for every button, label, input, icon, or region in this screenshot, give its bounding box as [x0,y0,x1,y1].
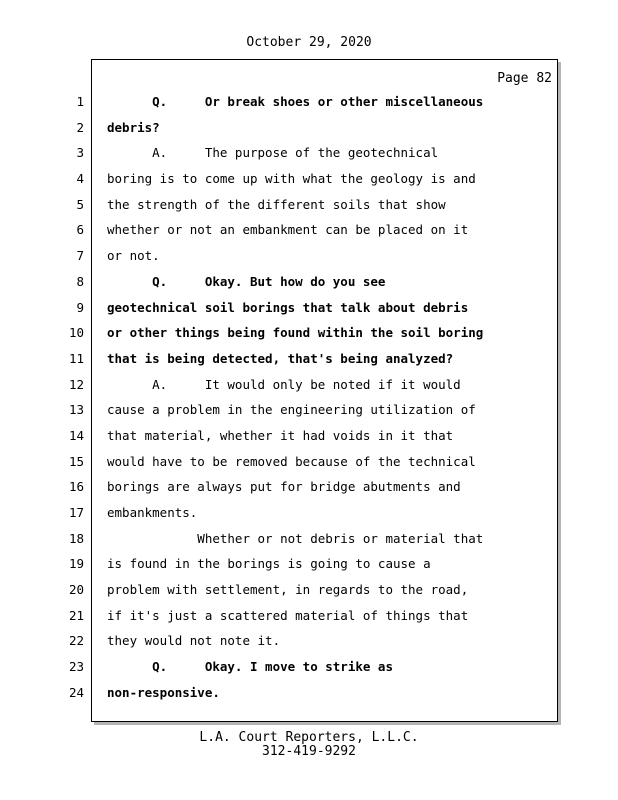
line-text: Q. Okay. I move to strike as [107,659,393,675]
line-number: 8 [76,273,84,289]
transcript-line [0,347,618,373]
reporter-company: L.A. Court Reporters, L.L.C. [199,730,419,745]
transcript-line [0,655,618,681]
reporter-phone: 312-419-9292 [262,744,356,759]
transcript-line [0,629,618,655]
line-text: if it's just a scattered material of things that [107,607,469,623]
line-number: 4 [76,171,84,187]
line-text: non-responsive. [107,684,220,700]
line-text: the strength of the different soils that show [107,196,446,212]
transcript-line [0,167,618,193]
transcript-line [0,270,618,296]
line-number: 12 [68,376,84,392]
line-text: that material, whether it had voids in it that [107,427,454,443]
line-text: problem with settlement, in regards to the road, [107,582,469,598]
transcript-date: October 29, 2020 [246,35,372,50]
line-text: would have to be removed because of the technical [107,453,476,469]
line-number: 22 [68,633,84,649]
line-text: Q. Or break shoes or other miscellaneous [107,94,484,109]
line-text: that is being detected, that's being analyzed? [107,350,454,366]
line-text: they would not note it. [107,633,281,649]
line-number: 17 [68,505,84,520]
line-text: or not. [107,248,160,264]
transcript-line [0,398,618,424]
transcript-line [0,141,618,167]
line-text: or other things being found within the soil boring [107,325,484,341]
line-number: 19 [68,556,84,572]
line-number: 5 [76,196,84,212]
transcript-line [0,116,618,142]
line-number: 11 [68,350,84,366]
line-number: 18 [68,530,84,546]
transcript-line [0,193,618,219]
line-number: 10 [68,325,84,341]
line-number: 9 [76,299,84,315]
line-number: 23 [68,659,84,675]
line-number: 13 [68,402,84,418]
line-text: A. It would only be noted if it would [107,376,461,392]
line-number: 6 [76,222,84,238]
line-text: debris? [107,119,160,135]
transcript-line [0,90,618,116]
line-number: 1 [76,94,84,109]
line-number: 14 [68,427,84,443]
line-text: A. The purpose of the geotechnical [107,145,439,161]
transcript-line [0,450,618,476]
line-text: cause a problem in the engineering utilization of [107,402,476,418]
line-text: geotechnical soil borings that talk about debris [107,299,469,315]
transcript-line [0,218,618,244]
line-number: 7 [76,248,84,264]
line-number: 3 [76,145,84,161]
line-text: Q. Okay. But how do you see [107,273,386,289]
line-text: Whether or not debris or material that [107,530,484,546]
line-text: borings are always put for bridge abutments and [107,479,461,495]
transcript-line [0,321,618,347]
line-text: is found in the borings is going to cause a [107,556,431,572]
transcript-line [0,552,618,578]
transcript-line [0,424,618,450]
line-number: 16 [68,479,84,495]
transcript-line [0,604,618,630]
transcript-line [0,373,618,399]
transcript-line [0,244,618,270]
line-text: whether or not an embankment can be placed on it [107,222,469,238]
transcript-line [0,681,618,707]
transcript-line [0,527,618,553]
transcript-lines [0,90,618,707]
line-text: embankments. [107,505,198,520]
line-number: 21 [68,607,84,623]
line-number: 15 [68,453,84,469]
line-number: 2 [76,119,84,135]
transcript-line [0,475,618,501]
line-number: 20 [68,582,84,598]
line-text: boring is to come up with what the geology is and [107,171,476,187]
line-number: 24 [68,684,84,700]
transcript-line [0,296,618,322]
transcript-line [0,501,618,527]
page-number: Page 82 [497,71,552,86]
transcript-line [0,578,618,604]
footer [0,731,618,759]
